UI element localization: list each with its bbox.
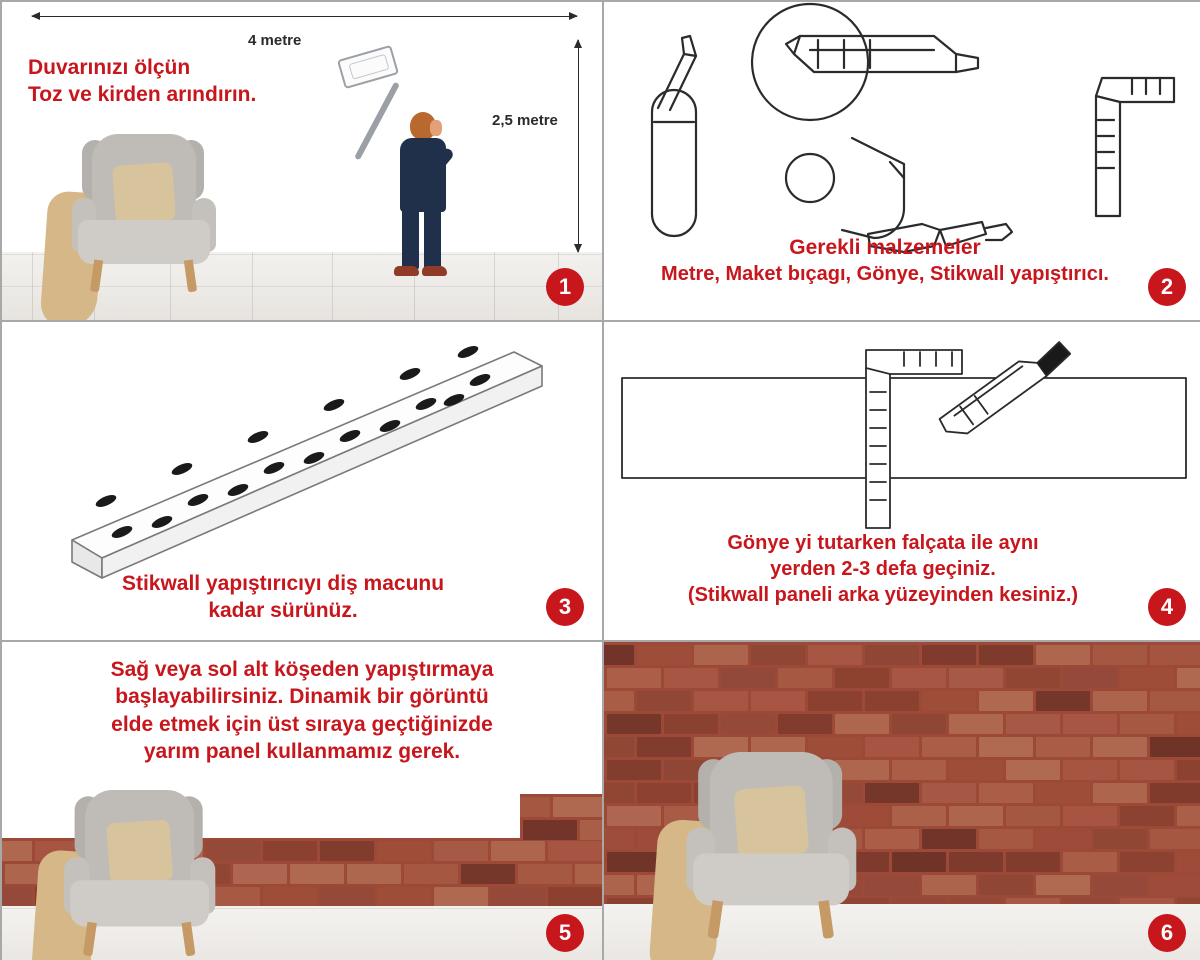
- brick: [320, 887, 374, 907]
- brick: [1150, 783, 1200, 803]
- brick: [604, 691, 634, 711]
- step-panel-6: [604, 642, 1200, 960]
- brick: [1150, 875, 1200, 895]
- brick: [1120, 806, 1174, 826]
- brick: [892, 668, 946, 688]
- step-5-caption-line-3: elde etmek için üst sıraya geçtiğinizde: [111, 712, 493, 736]
- brick: [263, 887, 317, 907]
- brick: [835, 760, 889, 780]
- brick: [607, 760, 661, 780]
- brick: [434, 887, 488, 907]
- brick: [604, 783, 634, 803]
- step-number-badge: 5: [546, 914, 584, 952]
- brick: [548, 887, 602, 907]
- brick: [607, 852, 661, 872]
- brick: [434, 841, 488, 861]
- brick: [575, 864, 602, 884]
- brick: [979, 875, 1033, 895]
- brick: [892, 806, 946, 826]
- brick: [233, 864, 287, 884]
- brick: [1036, 783, 1090, 803]
- brick: [1177, 714, 1200, 734]
- brick: [949, 806, 1003, 826]
- brick: [607, 668, 661, 688]
- brick: [1177, 760, 1200, 780]
- step-2-caption-line-2: Metre, Maket bıçagı, Gönye, Stikwall yapıştırıcı.: [661, 263, 1109, 286]
- brick: [1177, 806, 1200, 826]
- brick: [865, 737, 919, 757]
- step-1-caption-line-1: Duvarınızı ölçün: [28, 56, 191, 79]
- brick: [1150, 737, 1200, 757]
- height-dimension-arrow-icon: [578, 40, 579, 252]
- brick: [664, 668, 718, 688]
- step-5-caption-line-1: Sağ veya sol alt köşeden yapıştırmaya: [110, 658, 494, 681]
- brick: [1063, 760, 1117, 780]
- step-4-caption-line-2: yerden 2-3 defa geçiniz.: [770, 558, 996, 580]
- brick: [290, 864, 344, 884]
- brick: [865, 875, 919, 895]
- brick: [553, 797, 602, 817]
- brick: [664, 714, 718, 734]
- step-number-badge: 2: [1148, 268, 1186, 306]
- brick: [979, 783, 1033, 803]
- brick: [637, 691, 691, 711]
- step-4-caption-line-3: (Stikwall paneli arka yüzeyinden kesiniz.): [687, 584, 1079, 606]
- brick: [949, 760, 1003, 780]
- brick: [892, 714, 946, 734]
- step-4-caption: [604, 530, 1200, 608]
- brick: [694, 691, 748, 711]
- brick: [1177, 668, 1200, 688]
- brick: [491, 887, 545, 907]
- brick: [604, 737, 634, 757]
- brick: [637, 737, 691, 757]
- brick: [1093, 645, 1147, 665]
- brick: [1063, 714, 1117, 734]
- brick: [1093, 829, 1147, 849]
- brick: [979, 691, 1033, 711]
- step-1-caption: [28, 54, 256, 109]
- brick: [865, 691, 919, 711]
- step-number-badge: 4: [1148, 588, 1186, 626]
- step-panel-1: [2, 2, 602, 320]
- step-panel-2: [604, 2, 1200, 320]
- brick: [949, 852, 1003, 872]
- brick: [1063, 806, 1117, 826]
- brick: [892, 852, 946, 872]
- step-panel-4: [604, 322, 1200, 640]
- brick: [1036, 829, 1090, 849]
- brick: [377, 887, 431, 907]
- brick: [778, 714, 832, 734]
- width-dimension-label: 4 metre: [242, 32, 307, 49]
- brick: [1093, 691, 1147, 711]
- step-4-caption-line-1: Gönye yi tutarken falçata ile aynı: [727, 532, 1039, 554]
- brick: [1177, 852, 1200, 872]
- adhesive-cartridge-icon: [652, 36, 696, 236]
- step-3-caption-line-2: kadar sürünüz.: [208, 599, 358, 623]
- step-panel-5: [2, 642, 602, 960]
- brick: [751, 645, 805, 665]
- brick: [520, 797, 550, 817]
- brick: [604, 829, 634, 849]
- brick: [320, 841, 374, 861]
- step-3-caption: [2, 570, 602, 625]
- brick: [2, 887, 32, 907]
- brick: [1093, 737, 1147, 757]
- brick: [461, 864, 515, 884]
- brick: [1063, 668, 1117, 688]
- brick: [694, 645, 748, 665]
- brick: [1150, 829, 1200, 849]
- brick: [1093, 875, 1147, 895]
- brick: [835, 806, 889, 826]
- brick: [1036, 691, 1090, 711]
- brick: [2, 841, 32, 861]
- brick: [922, 645, 976, 665]
- brick: [523, 820, 577, 840]
- brick: [808, 737, 862, 757]
- brick: [1036, 875, 1090, 895]
- width-dimension-arrow-icon: [32, 16, 577, 17]
- step-number-badge: 6: [1148, 914, 1186, 952]
- brick: [808, 645, 862, 665]
- brick: [607, 806, 661, 826]
- step-number-badge: 1: [546, 268, 584, 306]
- brick: [835, 668, 889, 688]
- brick: [604, 875, 634, 895]
- brick: [835, 714, 889, 734]
- brick: [1006, 806, 1060, 826]
- brick: [922, 875, 976, 895]
- brick: [778, 668, 832, 688]
- mop-handle-icon: [354, 82, 400, 161]
- step-number-badge: 3: [546, 588, 584, 626]
- brick: [1120, 714, 1174, 734]
- panel-outline-icon: [622, 378, 1186, 478]
- brick: [865, 829, 919, 849]
- brick: [637, 783, 691, 803]
- brick: [637, 645, 691, 665]
- brick: [979, 737, 1033, 757]
- brick: [865, 783, 919, 803]
- brick: [607, 714, 661, 734]
- brick: [979, 645, 1033, 665]
- brick: [922, 691, 976, 711]
- brick: [1093, 783, 1147, 803]
- brick: [263, 841, 317, 861]
- brick: [721, 714, 775, 734]
- brick: [1006, 714, 1060, 734]
- brick: [1120, 852, 1174, 872]
- brick: [580, 820, 602, 840]
- brick: [922, 783, 976, 803]
- step-5-caption-line-4: yarım panel kullanmamız gerek.: [143, 739, 461, 763]
- step-2-caption-line-1: Gerekli malzemeler: [789, 236, 981, 259]
- brick: [1063, 852, 1117, 872]
- brick: [1036, 737, 1090, 757]
- brick-wall-upper-row-icon: [520, 794, 602, 840]
- brick: [949, 714, 1003, 734]
- brick: [865, 645, 919, 665]
- brick: [404, 864, 458, 884]
- brick: [377, 841, 431, 861]
- brick: [1006, 760, 1060, 780]
- brick: [922, 737, 976, 757]
- brick: [808, 691, 862, 711]
- brick: [1120, 668, 1174, 688]
- step-panel-3: [2, 322, 602, 640]
- height-dimension-label: 2,5 metre: [492, 112, 558, 129]
- step-2-caption: [604, 234, 1200, 287]
- brick: [1120, 760, 1174, 780]
- brick: [491, 841, 545, 861]
- brick: [721, 668, 775, 688]
- brick: [1006, 852, 1060, 872]
- brick: [518, 864, 572, 884]
- mop-pad-icon: [337, 45, 399, 89]
- brick: [979, 829, 1033, 849]
- step-5-caption-line-2: başlayabilirsiniz. Dinamik bir görüntü: [115, 685, 489, 709]
- brick: [206, 841, 260, 861]
- brick: [1036, 645, 1090, 665]
- brick: [347, 864, 401, 884]
- step-3-caption-line-1: Stikwall yapıştırıcıyı diş macunu: [121, 572, 445, 595]
- brick: [751, 691, 805, 711]
- brick: [892, 760, 946, 780]
- brick: [949, 668, 1003, 688]
- utility-knife-icon: [786, 36, 978, 72]
- step-5-caption: [2, 656, 602, 765]
- brick: [1006, 668, 1060, 688]
- brick: [548, 841, 602, 861]
- brick: [1150, 645, 1200, 665]
- brick: [1150, 691, 1200, 711]
- carpenter-square-icon: [1096, 78, 1174, 216]
- brick: [604, 645, 634, 665]
- step-1-caption-line-2: Toz ve kirden arındırın.: [28, 83, 257, 107]
- brick: [922, 829, 976, 849]
